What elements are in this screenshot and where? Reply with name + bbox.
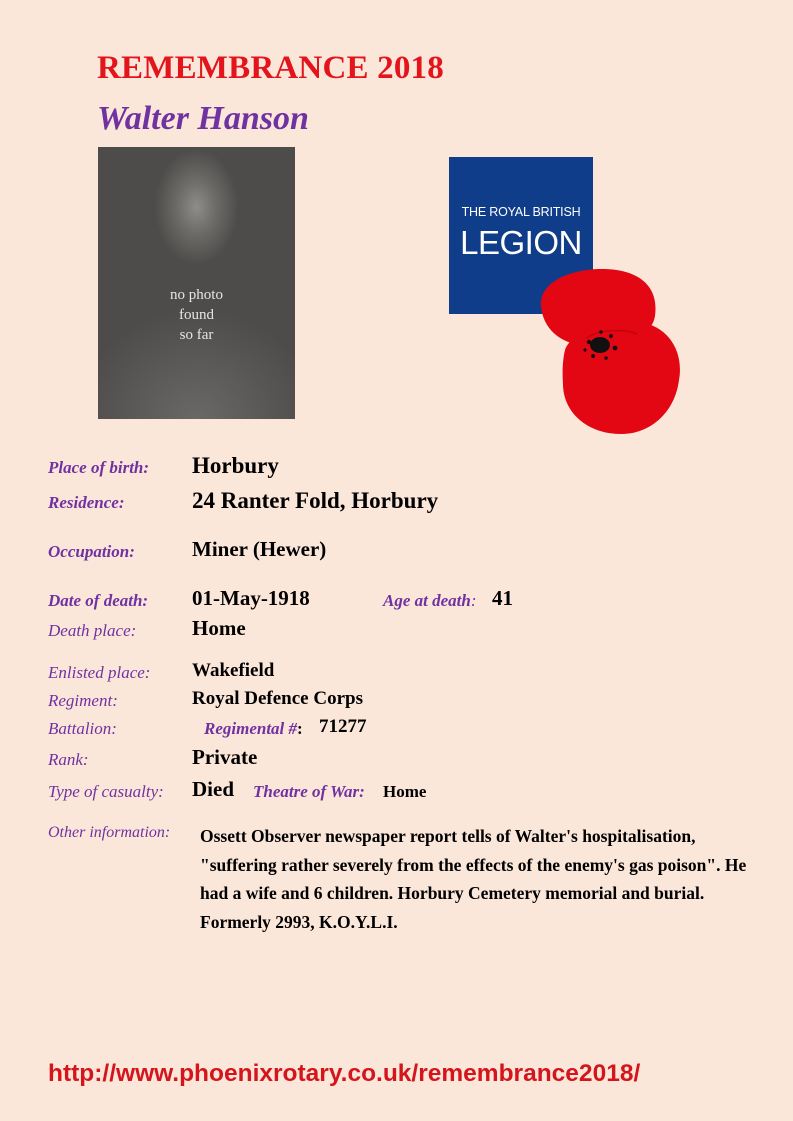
photo-placeholder-text bbox=[98, 285, 295, 345]
photo-placeholder-line: so far bbox=[179, 327, 214, 343]
rank-label: Rank: bbox=[48, 750, 89, 769]
theatre-of-war-value: Home bbox=[383, 782, 427, 801]
occupation-label: Occupation: bbox=[48, 542, 135, 561]
soldier-name: Walter Hanson bbox=[97, 100, 309, 137]
other-information-value: Ossett Observer newspaper report tells of Walter's hospitalisation, "suffering rather severely from the effects of the enemy's gas poison". He had a wife and 6 children. Horbury Cemetery memorial and burial. Formerly 2993, K.O.Y.L.I. bbox=[200, 826, 747, 932]
occupation-value: Miner (Hewer) bbox=[192, 537, 327, 561]
type-of-casualty-label: Type of casualty: bbox=[48, 782, 164, 801]
place-of-birth-value: Horbury bbox=[192, 453, 279, 478]
type-of-casualty-value: Died bbox=[192, 777, 234, 801]
date-of-death-value: 01-May-1918 bbox=[192, 586, 310, 610]
death-place-label: Death place: bbox=[48, 621, 137, 640]
death-place-value: Home bbox=[192, 616, 246, 640]
photo-placeholder-line: no photo bbox=[170, 287, 223, 303]
page-title: REMEMBRANCE 2018 bbox=[97, 50, 444, 86]
regiment-label: Regiment: bbox=[48, 691, 118, 710]
age-at-death-label bbox=[383, 591, 477, 611]
age-at-death-label-text: Age at death bbox=[383, 591, 471, 610]
regimental-number-colon: : bbox=[297, 719, 303, 738]
residence-value: 24 Ranter Fold, Horbury bbox=[192, 488, 439, 513]
regimental-number-value: 71277 bbox=[319, 716, 367, 737]
logo-text-legion: LEGION bbox=[460, 224, 582, 261]
website-link[interactable]: http://www.phoenixrotary.co.uk/remembrance2018/ bbox=[48, 1060, 641, 1087]
place-of-birth-label: Place of birth: bbox=[48, 458, 150, 477]
age-at-death-value: 41 bbox=[492, 586, 513, 610]
enlisted-place-label: Enlisted place: bbox=[48, 663, 151, 682]
date-of-death-label: Date of death: bbox=[48, 591, 149, 610]
photo-placeholder-line: found bbox=[179, 307, 214, 323]
logo-text-top: THE ROYAL BRITISH bbox=[461, 205, 581, 219]
photo-placeholder bbox=[98, 147, 295, 419]
residence-label: Residence: bbox=[48, 493, 125, 512]
regimental-number-label bbox=[204, 719, 303, 739]
theatre-of-war-label: Theatre of War: bbox=[253, 782, 365, 801]
regimental-number-label-text: Regimental # bbox=[204, 719, 298, 738]
poppy-icon bbox=[527, 266, 682, 436]
battalion-label: Battalion: bbox=[48, 719, 117, 738]
age-at-death-colon: : bbox=[470, 591, 477, 610]
other-information-label: Other information: bbox=[48, 824, 171, 841]
regiment-value: Royal Defence Corps bbox=[192, 688, 363, 709]
enlisted-place-value: Wakefield bbox=[192, 660, 275, 681]
rank-value: Private bbox=[192, 745, 258, 769]
